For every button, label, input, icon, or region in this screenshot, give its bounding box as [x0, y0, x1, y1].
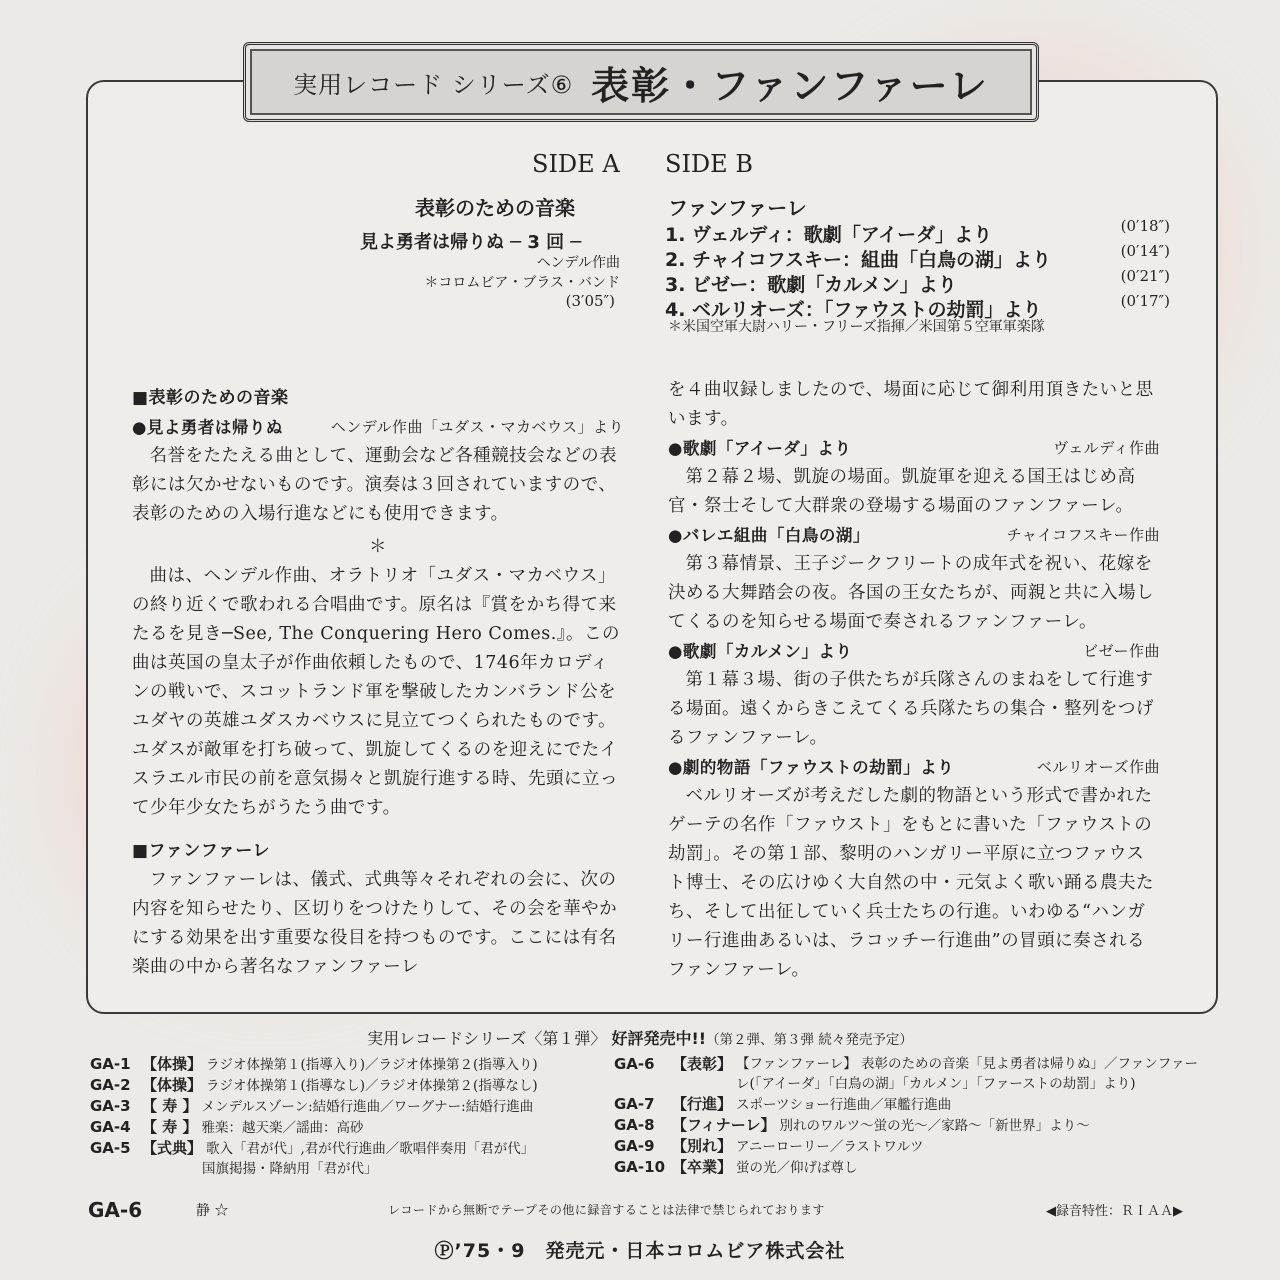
catalog-row — [90, 1075, 590, 1096]
catalog-heading-bold: 好評発売中!! — [611, 1029, 707, 1048]
track-duration: (0′21″) — [1120, 267, 1170, 285]
sub-heading-title: ●歌劇「カルメン」より — [668, 642, 853, 661]
catalog-desc: 【ファンファーレ】 表彰のための音楽「見よ勇者は帰りぬ」／ファンファーレ(「アイーダ」「白鳥の湖」「カルメン」「ファーストの劫罰」より) — [736, 1056, 1198, 1092]
catalog-genre: 【 寿 】 — [142, 1118, 198, 1136]
notes-left-column — [132, 384, 624, 982]
sub-heading-composer: ヘンデル作曲「ユダス・マカベウス」より — [330, 418, 624, 436]
side-a-composer: ヘンデル作曲 — [536, 255, 620, 271]
catalog-row — [90, 1096, 590, 1117]
catalog-code: GA-8 — [614, 1116, 655, 1134]
sub-heading-title: ●歌劇「アイーダ」より — [668, 439, 852, 458]
catalog-genre: 【卒業】 — [672, 1158, 733, 1176]
side-a-duration: (3′05″) — [565, 292, 615, 310]
side-a-heading: SIDE A — [532, 150, 620, 178]
paragraph: を４曲収録しましたので、場面に応じて御利用頂きたいと思います。 — [668, 380, 1154, 429]
track-title: 4. ベルリオーズ：「ファウストの劫罰」より — [665, 299, 1042, 321]
album-title: 表彰・ファンファーレ — [591, 63, 989, 108]
paragraph: ベルリオーズが考えだした劇的物語という形式で書かれたゲーテの名作「ファウスト」をもとに書いた「ファウストの劫罰」。その第１部、黎明のハンガリー平原に立つファウスト博士、その広けゆく大自然の中・元気よく歌い踊る農夫たち、そして出征していく兵士たちの行進。いわゆる“ハンガリー行進曲あるいは、ラコッチー行進曲”の冒頭に奏されるファンファーレ。 — [668, 786, 1154, 980]
track-row — [665, 267, 1175, 296]
side-b-performer: ＊米国空軍大尉ハリー・フリーズ指揮／米国第５空軍軍楽隊 — [668, 319, 1045, 335]
sub-heading — [668, 637, 1160, 666]
catalog-desc: メンデルスゾーン:結婚行進曲／ワーグナー:結婚行進曲 — [201, 1099, 534, 1115]
publisher-line: Ⓟ’75・9 発売元・日本コロムビア株式会社 — [434, 1240, 846, 1262]
section-heading: ■表彰のための音楽 — [132, 388, 289, 408]
sub-heading-composer: チャイコフスキー作曲 — [1006, 526, 1160, 544]
catalog-row — [90, 1117, 590, 1138]
sub-heading-composer: ベルリオーズ作曲 — [1036, 758, 1160, 776]
catalog-genre: 【 寿 】 — [142, 1097, 198, 1115]
catalog-row — [90, 1054, 590, 1075]
asterisk-divider: ＊ — [369, 537, 387, 557]
track-title: 3. ビゼー：歌劇「カルメン」より — [665, 274, 957, 296]
track-duration: (0′14″) — [1120, 242, 1170, 260]
catalog-right — [614, 1054, 1214, 1178]
catalog-heading-main: 実用レコードシリーズ〈第１弾〉 — [367, 1029, 607, 1048]
side-a-track: 見よ勇者は帰りぬ ─ 3 回 ─ — [360, 232, 582, 253]
catalog-genre: 【体操】 — [142, 1076, 203, 1094]
catalog-row — [614, 1136, 1214, 1157]
catalog-genre: 【フィナーレ】 — [672, 1116, 776, 1134]
track-title: 2. チャイコフスキー：組曲「白鳥の湖」より — [665, 249, 1051, 271]
sub-heading-composer: ビゼー作曲 — [1083, 642, 1160, 660]
catalog-genre: 【体操】 — [142, 1055, 203, 1073]
side-a-title: 表彰のための音楽 — [415, 196, 575, 220]
side-b-title: ファンファーレ — [668, 196, 807, 220]
sub-heading — [132, 413, 624, 442]
paragraph: 第２幕２場、凱旋の場面。凱旋軍を迎える国王はじめ高官・祭士そして大群衆の登場する場面のファンファーレ。 — [668, 467, 1136, 516]
sub-heading — [668, 753, 1160, 782]
side-b-tracklist — [665, 217, 1175, 321]
catalog-code: GA-2 — [90, 1076, 131, 1094]
catalog-desc: 別れのワルツ〜蛍の光〜／家路〜「新世界」より〜 — [779, 1118, 1090, 1134]
catalog-code: GA-1 — [90, 1055, 131, 1073]
catalog-code: GA-5 — [90, 1139, 131, 1157]
sub-heading-title: ●見よ勇者は帰りぬ — [132, 418, 283, 437]
notes-right-column — [668, 376, 1160, 985]
catalog-desc: 国旗掲揚・降納用「君が代」 — [202, 1161, 378, 1177]
catalog-row — [614, 1054, 1214, 1094]
riaa-note: ◀録音特性：ＲＩＡＡ▶ — [1046, 1204, 1183, 1219]
catalog-desc: 蛍の光／仰げば尊し — [736, 1160, 858, 1176]
catalog-genre: 【別れ】 — [672, 1137, 733, 1155]
catalog-code: GA-6 — [614, 1055, 655, 1073]
catalog-code: GA-9 — [614, 1137, 655, 1155]
catalog-left — [90, 1054, 590, 1179]
sub-heading — [668, 434, 1160, 463]
track-row — [665, 242, 1175, 271]
paragraph: 曲は、ヘンデル作曲、オラトリオ「ユダス・マカベウス」の終り近くで歌われる合唱曲です。原名は『賞をかち得て来たるを見き─See, The Conquering Hero Comes.』。この曲は英国の皇太子が作曲依頼したもので、1746年カロディンの戦いで、スコットランド軍を撃破したカンバランド公をユダヤの英雄ユダスカベウスに見立てつくられたものです。ユダスが敵軍を打ち破って、凱旋してくるのを迎えにでたイスラエル市民の前を意気揚々と凱旋行進する時、先頭に立って少年少女たちがうたう曲です。 — [132, 566, 621, 818]
track-duration: (0′18″) — [1120, 217, 1170, 235]
catalog-row — [90, 1138, 590, 1159]
catalog-desc: 雅楽：越天楽／謡曲：高砂 — [201, 1120, 364, 1136]
series-label: 実用レコード シリーズ⑥ — [293, 70, 574, 99]
paragraph: 名誉をたたえる曲として、運動会など各種競技会などの表彰には欠かせないものです。演奏は３回されていますので、表彰のための入場行進などにも使用できます。 — [132, 446, 618, 524]
sub-heading-composer: ヴェルディ作曲 — [1053, 439, 1160, 457]
paragraph: ファンファーレは、儀式、式典等々それぞれの会に、次の内容を知らせたり、区切りをつけたりして、その会を華やかにする効果を出す重要な役目を持つものです。ここには有名楽曲の中から著名なファンファーレ — [132, 870, 618, 977]
track-row — [665, 217, 1175, 246]
catalog-genre: 【式典】 — [142, 1139, 203, 1157]
catalog-desc: スポーツショー行進曲／軍艦行進曲 — [736, 1097, 952, 1113]
catalog-code: GA-3 — [90, 1097, 131, 1115]
sub-heading — [668, 521, 1160, 550]
catalog-number: GA-6 — [88, 1198, 143, 1222]
section-heading: ■ファンファーレ — [132, 841, 271, 861]
track-duration: (0′17″) — [1120, 292, 1170, 310]
quality-mark: 静 ☆ — [196, 1203, 229, 1219]
copyright-notice: レコードから無断でテープその他に録音することは法律で禁じられております — [388, 1203, 825, 1217]
sub-heading-title: ●劇的物語「ファウストの劫罰」より — [668, 758, 955, 777]
catalog-heading — [0, 1026, 1280, 1049]
title-banner — [243, 42, 1039, 122]
catalog-heading-note: （第２弾、第３弾 続々発売予定） — [706, 1032, 913, 1048]
side-b-heading: SIDE B — [665, 150, 753, 178]
catalog-genre: 【表彰】 — [672, 1055, 733, 1073]
catalog-code: GA-10 — [614, 1158, 666, 1176]
catalog-genre: 【行進】 — [672, 1095, 733, 1113]
paragraph: 第３幕情景、王子ジークフリートの成年式を祝い、花嫁を決める大舞踏会の夜。各国の王女たちが、両親と共に入場してくるのを知らせる場面で奏されるファンファーレ。 — [668, 554, 1154, 632]
catalog-row — [614, 1115, 1214, 1136]
catalog-desc: 歌入「君が代」,君が代行進曲／歌唱伴奏用「君が代」 — [206, 1141, 535, 1157]
track-title: 1. ヴェルディ：歌劇「アイーダ」より — [665, 224, 993, 246]
sub-heading-title: ●バレエ組曲「白鳥の湖」 — [668, 526, 870, 545]
catalog-desc: ラジオ体操第１(指導入り)／ラジオ体操第２(指導入り) — [206, 1057, 538, 1073]
catalog-code: GA-7 — [614, 1095, 655, 1113]
catalog-code: GA-4 — [90, 1118, 131, 1136]
side-a-performer: ＊コロムビア・ブラス・バンド — [424, 275, 620, 291]
catalog-row — [614, 1157, 1214, 1178]
catalog-desc: ラジオ体操第１(指導なし)／ラジオ体操第２(指導なし) — [206, 1078, 538, 1094]
paragraph: 第１幕３場、街の子供たちが兵隊さんのまねをして行進する場面。遠くからきこえてくる兵隊たちの集合・整列をつげるファンファーレ。 — [668, 670, 1154, 748]
catalog-row — [614, 1094, 1214, 1115]
catalog-desc: アニーローリー／ラストワルツ — [736, 1139, 924, 1155]
catalog-row-extra — [90, 1159, 590, 1179]
